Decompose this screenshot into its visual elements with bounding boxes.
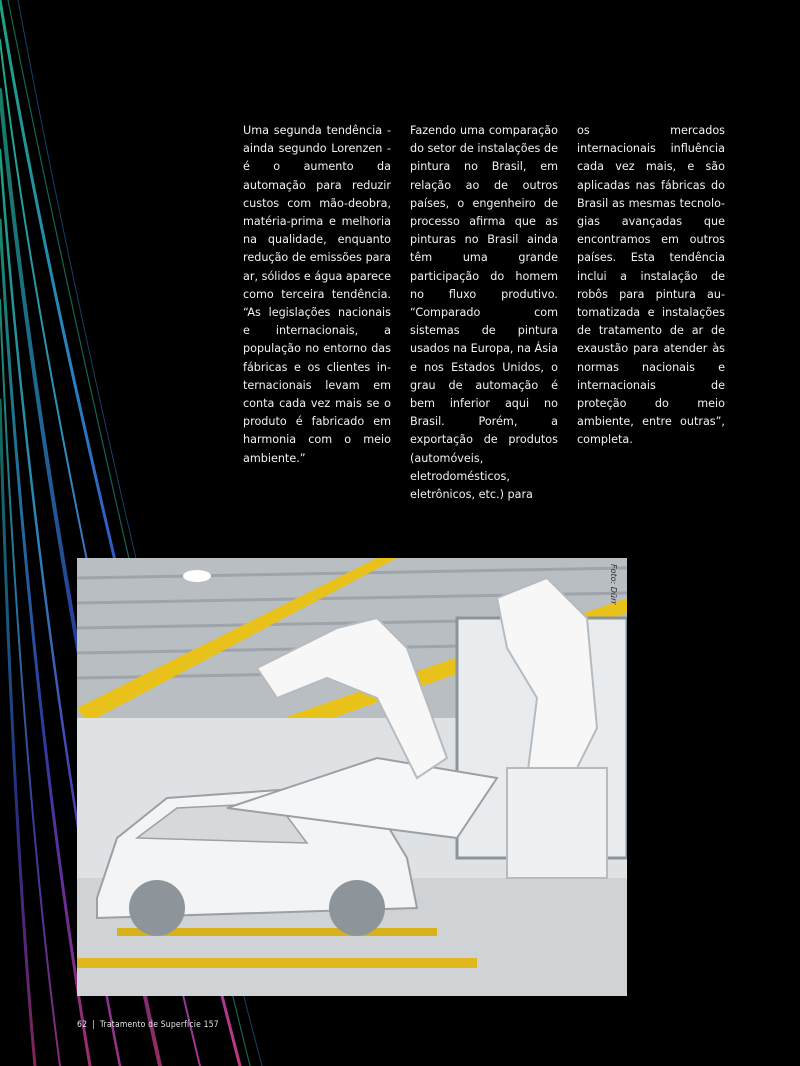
factory-robot-photo [77,558,627,996]
article-column-2 [410,122,558,504]
footer-separator: | [92,1020,95,1030]
column-2-text: Fazendo uma comparação do setor de instalações de pintura no Brasil, em relação ao de outros países, o engenheiro de processo afirma que as pinturas no Brasil ainda têm uma grande participação do homem no fluxo produtivo. “Comparado com sistemas de pintura usados na Europa, na Ásia e nos Estados Unidos, o grau de automação é bem inferior aqui no Brasil. Porém, a exportação de produtos (automóveis, eletrodomésticos, eletrônicos, etc.) para [410,124,558,502]
page-number: 62 [77,1020,88,1030]
publication-title: Tratamento de Superfície 157 [99,1020,219,1030]
page-footer [77,1020,219,1030]
article-column-3 [577,122,725,450]
article-column-1 [243,122,391,468]
column-3-text: os mercados internacionais influência cada vez mais, e são aplicadas nas fábricas do Brasil as mesmas tecnologias avançadas que encontramos em outros países. Esta tendência inclui a instalação de robôs para pintura automatizada e instalações de tratamento de ar de exaustão para atender às normas nacionais e internacionais de proteção do meio ambiente, entre outras”, completa. [577,124,725,447]
photo-credit: Foto: Dürr [609,564,618,605]
column-1-text: Uma segunda tendência - ainda segundo Lorenzen - é o aumento da automação para reduzir custos com mão-deobra, matéria-prima e melhoria na qualidade, enquanto redução de emissões para ar, sólidos e água aparece como terceira tendência. “As legislações nacionais e internacionais, a população no entorno das fábricas e os clientes internacionais levam em conta cada vez mais se o produto é fabricado em harmonia com o meio ambiente.” [243,124,391,465]
